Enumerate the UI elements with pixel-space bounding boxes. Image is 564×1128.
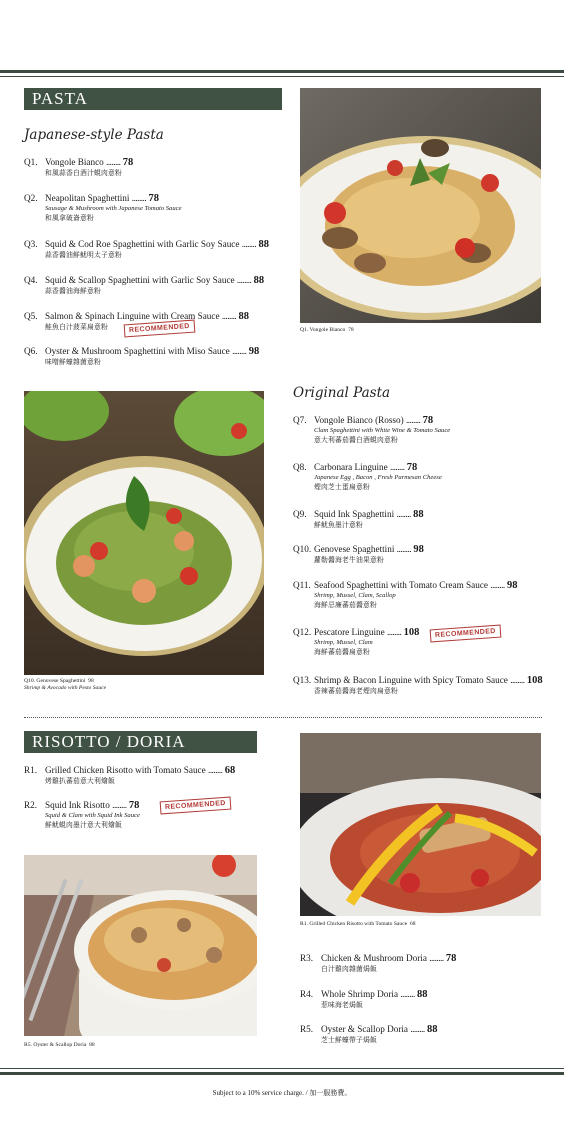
item-code: R5. [300, 1024, 314, 1034]
caption-label: R1. Grilled Chicken Risotto with Tomato Sauce [300, 921, 408, 927]
risotto-photo-caption [300, 921, 416, 928]
item-price: 88 [426, 1024, 438, 1035]
item-name: Seafood Spaghettini with Tomato Cream Sauce [314, 580, 488, 590]
menu-item-q2: Q2. Neapolitan Spaghettini ........ 78 Sausage & Mushroom with Japanese Tomato Sauce 和風拿破崙意粉 [24, 193, 182, 222]
item-description: Shrimp, Mussel, Clam, Scallop [314, 592, 396, 599]
item-code: Q3. [24, 239, 38, 249]
original-pasta-subheading: Original Pasta [293, 385, 391, 401]
item-chinese-name: 白汁雞肉雜菌焗飯 [321, 965, 377, 973]
doria-photo-caption [24, 1042, 95, 1049]
item-name: Genovese Spaghettini [314, 544, 395, 554]
item-chinese-name: 香辣蕃茄醬海老煙肉扁意粉 [314, 687, 398, 695]
item-code: R1. [24, 765, 38, 775]
item-code: Q6. [24, 346, 38, 356]
recommended-stamp: RECOMMENDED [124, 320, 196, 338]
item-name: Vongole Bianco [45, 157, 104, 167]
item-chinese-name: 味噌鮮蠔雜菌意粉 [45, 358, 101, 366]
caption-label: R5. Oyster & Scallop Doria [24, 1042, 87, 1048]
recommended-stamp: RECOMMENDED [430, 625, 502, 643]
item-chinese-name: 鮭魚白汁菠菜扁意粉 [45, 323, 108, 331]
item-code: Q13. [293, 675, 312, 685]
item-chinese-name: 煙肉芝士蛋扁意粉 [314, 483, 370, 491]
item-name: Pescatore Linguine [314, 627, 385, 637]
item-code: Q4. [24, 275, 38, 285]
item-code: R4. [300, 989, 314, 999]
menu-item-r5: R5. Oyster & Scallop Doria ........ 88 芝士鮮蠔帶子焗飯 [300, 1024, 438, 1044]
genovese-spaghettini-photo [24, 391, 264, 675]
item-description: Clam Spaghettini with White Wine & Tomato Sauce [314, 427, 451, 434]
item-price: 108 [403, 627, 420, 638]
item-name: Whole Shrimp Doria [321, 989, 399, 999]
menu-item-r4: R4. Whole Shrimp Doria ........ 88 惹味海老焗飯 [300, 989, 428, 1009]
top-rule-thin [0, 76, 564, 77]
item-chinese-name: 意大利蕃茄醬白酒蜆肉意粉 [314, 436, 398, 444]
menu-item-q13: Q13. Shrimp & Bacon Linguine with Spicy Tomato Sauce ........ 108 香辣蕃茄醬海老煙肉扁意粉 [293, 675, 543, 695]
item-name: Grilled Chicken Risotto with Tomato Sauce [45, 765, 206, 775]
item-description: Japanese Egg , Bacon , Fresh Parmesan Cheese [314, 474, 442, 481]
item-code: Q8. [293, 462, 307, 472]
item-price: 98 [506, 580, 518, 591]
item-chinese-name: 惹味海老焗飯 [321, 1001, 363, 1009]
item-chinese-name: 和風拿破崙意粉 [45, 214, 94, 222]
item-name: Shrimp & Bacon Linguine with Spicy Tomato Sauce [314, 675, 508, 685]
genovese-photo-caption [24, 678, 106, 692]
caption-price: 88 [89, 1042, 95, 1048]
menu-item-q7: Q7. Vongole Bianco (Rosso) ........ 78 Clam Spaghettini with White Wine & Tomato Sauce 意大利蕃茄醬白酒蜆肉意粉 [293, 415, 451, 444]
menu-item-r3: R3. Chicken & Mushroom Doria ........ 78 白汁雞肉雜菌焗飯 [300, 953, 457, 973]
item-chinese-name: 蘿勒醬海老牛油果意粉 [314, 556, 384, 564]
menu-item-r2: R2. Squid Ink Risotto ........ 78 Squid & Clam with Squid Ink Sauce 鮮魷蜆肉墨汁意大利燴飯 [24, 800, 140, 829]
item-description: Shrimp, Mussel, Clam [314, 639, 373, 646]
item-code: Q2. [24, 193, 38, 203]
item-chinese-name: 和風蒜香白酒汁蜆肉意粉 [45, 169, 122, 177]
caption-description: Shrimp & Avocado with Pesto Sauce [24, 685, 107, 691]
item-name: Chicken & Mushroom Doria [321, 953, 427, 963]
item-description: Squid & Clam with Squid Ink Sauce [45, 812, 140, 819]
item-price: 88 [238, 311, 249, 322]
item-price: 98 [248, 346, 260, 357]
item-name: Oyster & Scallop Doria [321, 1024, 409, 1034]
menu-item-q12: Q12. Pescatore Linguine ........ 108 Shrimp, Mussel, Clam 海鮮蕃茄醬扁意粉 [293, 627, 420, 656]
item-name: Squid Ink Risotto [45, 800, 110, 810]
item-code: Q5. [24, 311, 38, 321]
menu-item-q5: Q5. Salmon & Spinach Linguine with Cream Sauce ........ 88 鮭魚白汁菠菜扁意粉 [24, 311, 249, 331]
oyster-scallop-doria-photo [24, 855, 257, 1036]
item-code: Q10. [293, 544, 312, 554]
menu-item-q10: Q10. Genovese Spaghettini ........ 98 蘿勒醬海老牛油果意粉 [293, 544, 424, 564]
item-code: Q1. [24, 157, 38, 167]
vongole-bianco-photo [300, 88, 541, 323]
item-chinese-name: 海鮮蕃茄醬扁意粉 [314, 648, 370, 656]
menu-item-r1: R1. Grilled Chicken Risotto with Tomato Sauce ........ 68 烤雞扒蕃茄意大利燴飯 [24, 765, 236, 785]
item-name: Squid Ink Spaghettini [314, 509, 395, 519]
item-name: Squid & Scallop Spaghettini with Garlic Soy Sauce [45, 275, 235, 285]
item-name: Squid & Cod Roe Spaghettini with Garlic Soy Sauce [45, 239, 240, 249]
item-code: Q12. [293, 627, 312, 637]
menu-item-q3: Q3. Squid & Cod Roe Spaghettini with Garlic Soy Sauce ........ 88 蒜香醬油鮮魷明太子意粉 [24, 239, 269, 259]
item-price: 78 [122, 157, 134, 168]
vongole-photo-caption [300, 327, 354, 334]
bottom-rule-thick [0, 1072, 564, 1075]
pasta-heading: PASTA [24, 88, 282, 110]
chicken-risotto-photo [300, 733, 541, 916]
item-name: Neapolitan Spaghettini [45, 193, 130, 203]
item-price: 88 [413, 509, 424, 520]
item-chinese-name: 蒜香醬油海鮮意粉 [45, 287, 101, 295]
caption-price: 98 [88, 678, 94, 684]
item-code: R2. [24, 800, 38, 810]
item-chinese-name: 烤雞扒蕃茄意大利燴飯 [45, 777, 115, 785]
item-code: Q11. [293, 580, 311, 590]
item-price: 88 [253, 275, 265, 286]
menu-item-q4: Q4. Squid & Scallop Spaghettini with Garlic Soy Sauce ........ 88 蒜香醬油海鮮意粉 [24, 275, 265, 295]
item-chinese-name: 鮮魷蜆肉墨汁意大利燴飯 [45, 821, 122, 829]
japanese-pasta-subheading: Japanese-style Pasta [24, 127, 164, 143]
item-price: 88 [417, 989, 428, 1000]
recommended-stamp: RECOMMENDED [160, 797, 232, 815]
item-chinese-name: 芝士鮮蠔帶子焗飯 [321, 1036, 377, 1044]
menu-item-q6: Q6. Oyster & Mushroom Spaghettini with Miso Sauce ........ 98 味噌鮮蠔雜菌意粉 [24, 346, 260, 366]
item-description: Sausage & Mushroom with Japanese Tomato Sauce [45, 205, 182, 212]
menu-item-q9: Q9. Squid Ink Spaghettini ........ 88 鮮魷魚墨汁意粉 [293, 509, 424, 529]
item-price: 68 [224, 765, 236, 776]
item-code: Q9. [293, 509, 307, 519]
item-chinese-name: 海鮮忌廉蕃茄醬意粉 [314, 601, 377, 609]
item-price: 78 [406, 462, 418, 473]
item-price: 78 [445, 953, 457, 964]
bottom-rule-thin [0, 1068, 564, 1069]
item-name: Salmon & Spinach Linguine with Cream Sauce [45, 311, 220, 321]
item-name: Carbonara Linguine [314, 462, 388, 472]
item-price: 78 [422, 415, 434, 426]
service-charge-note: Subject to a 10% service charge. / 加一服務費。 [212, 1089, 352, 1097]
section-divider [24, 717, 542, 718]
menu-item-q1: Q1. Vongole Bianco ........ 78 和風蒜香白酒汁蜆肉意粉 [24, 157, 134, 177]
item-chinese-name: 蒜香醬油鮮魷明太子意粉 [45, 251, 122, 259]
caption-label: Q10. Genovese Spaghettini [24, 678, 86, 684]
risotto-doria-heading: RISOTTO / DORIA [24, 731, 257, 753]
item-name: Oyster & Mushroom Spaghettini with Miso Sauce [45, 346, 230, 356]
item-price: 88 [258, 239, 269, 250]
item-chinese-name: 鮮魷魚墨汁意粉 [314, 521, 363, 529]
item-price: 108 [526, 675, 543, 686]
item-code: Q7. [293, 415, 307, 425]
item-price: 78 [128, 800, 140, 811]
caption-label: Q1. Vongole Bianco [300, 327, 346, 333]
item-name: Vongole Bianco (Rosso) [314, 415, 404, 425]
menu-item-q8: Q8. Carbonara Linguine ........ 78 Japanese Egg , Bacon , Fresh Parmesan Cheese 煙肉芝士蛋扁意粉 [293, 462, 442, 491]
top-rule-thick [0, 70, 564, 73]
caption-price: 78 [348, 327, 354, 333]
item-code: R3. [300, 953, 314, 963]
menu-item-q11: Q11. Seafood Spaghettini with Tomato Cream Sauce ........ 98 Shrimp, Mussel, Clam, Scallop 海鮮忌廉蕃茄醬意粉 [293, 580, 518, 609]
item-price: 78 [148, 193, 159, 204]
item-price: 98 [413, 544, 424, 555]
caption-price: 68 [409, 921, 416, 927]
